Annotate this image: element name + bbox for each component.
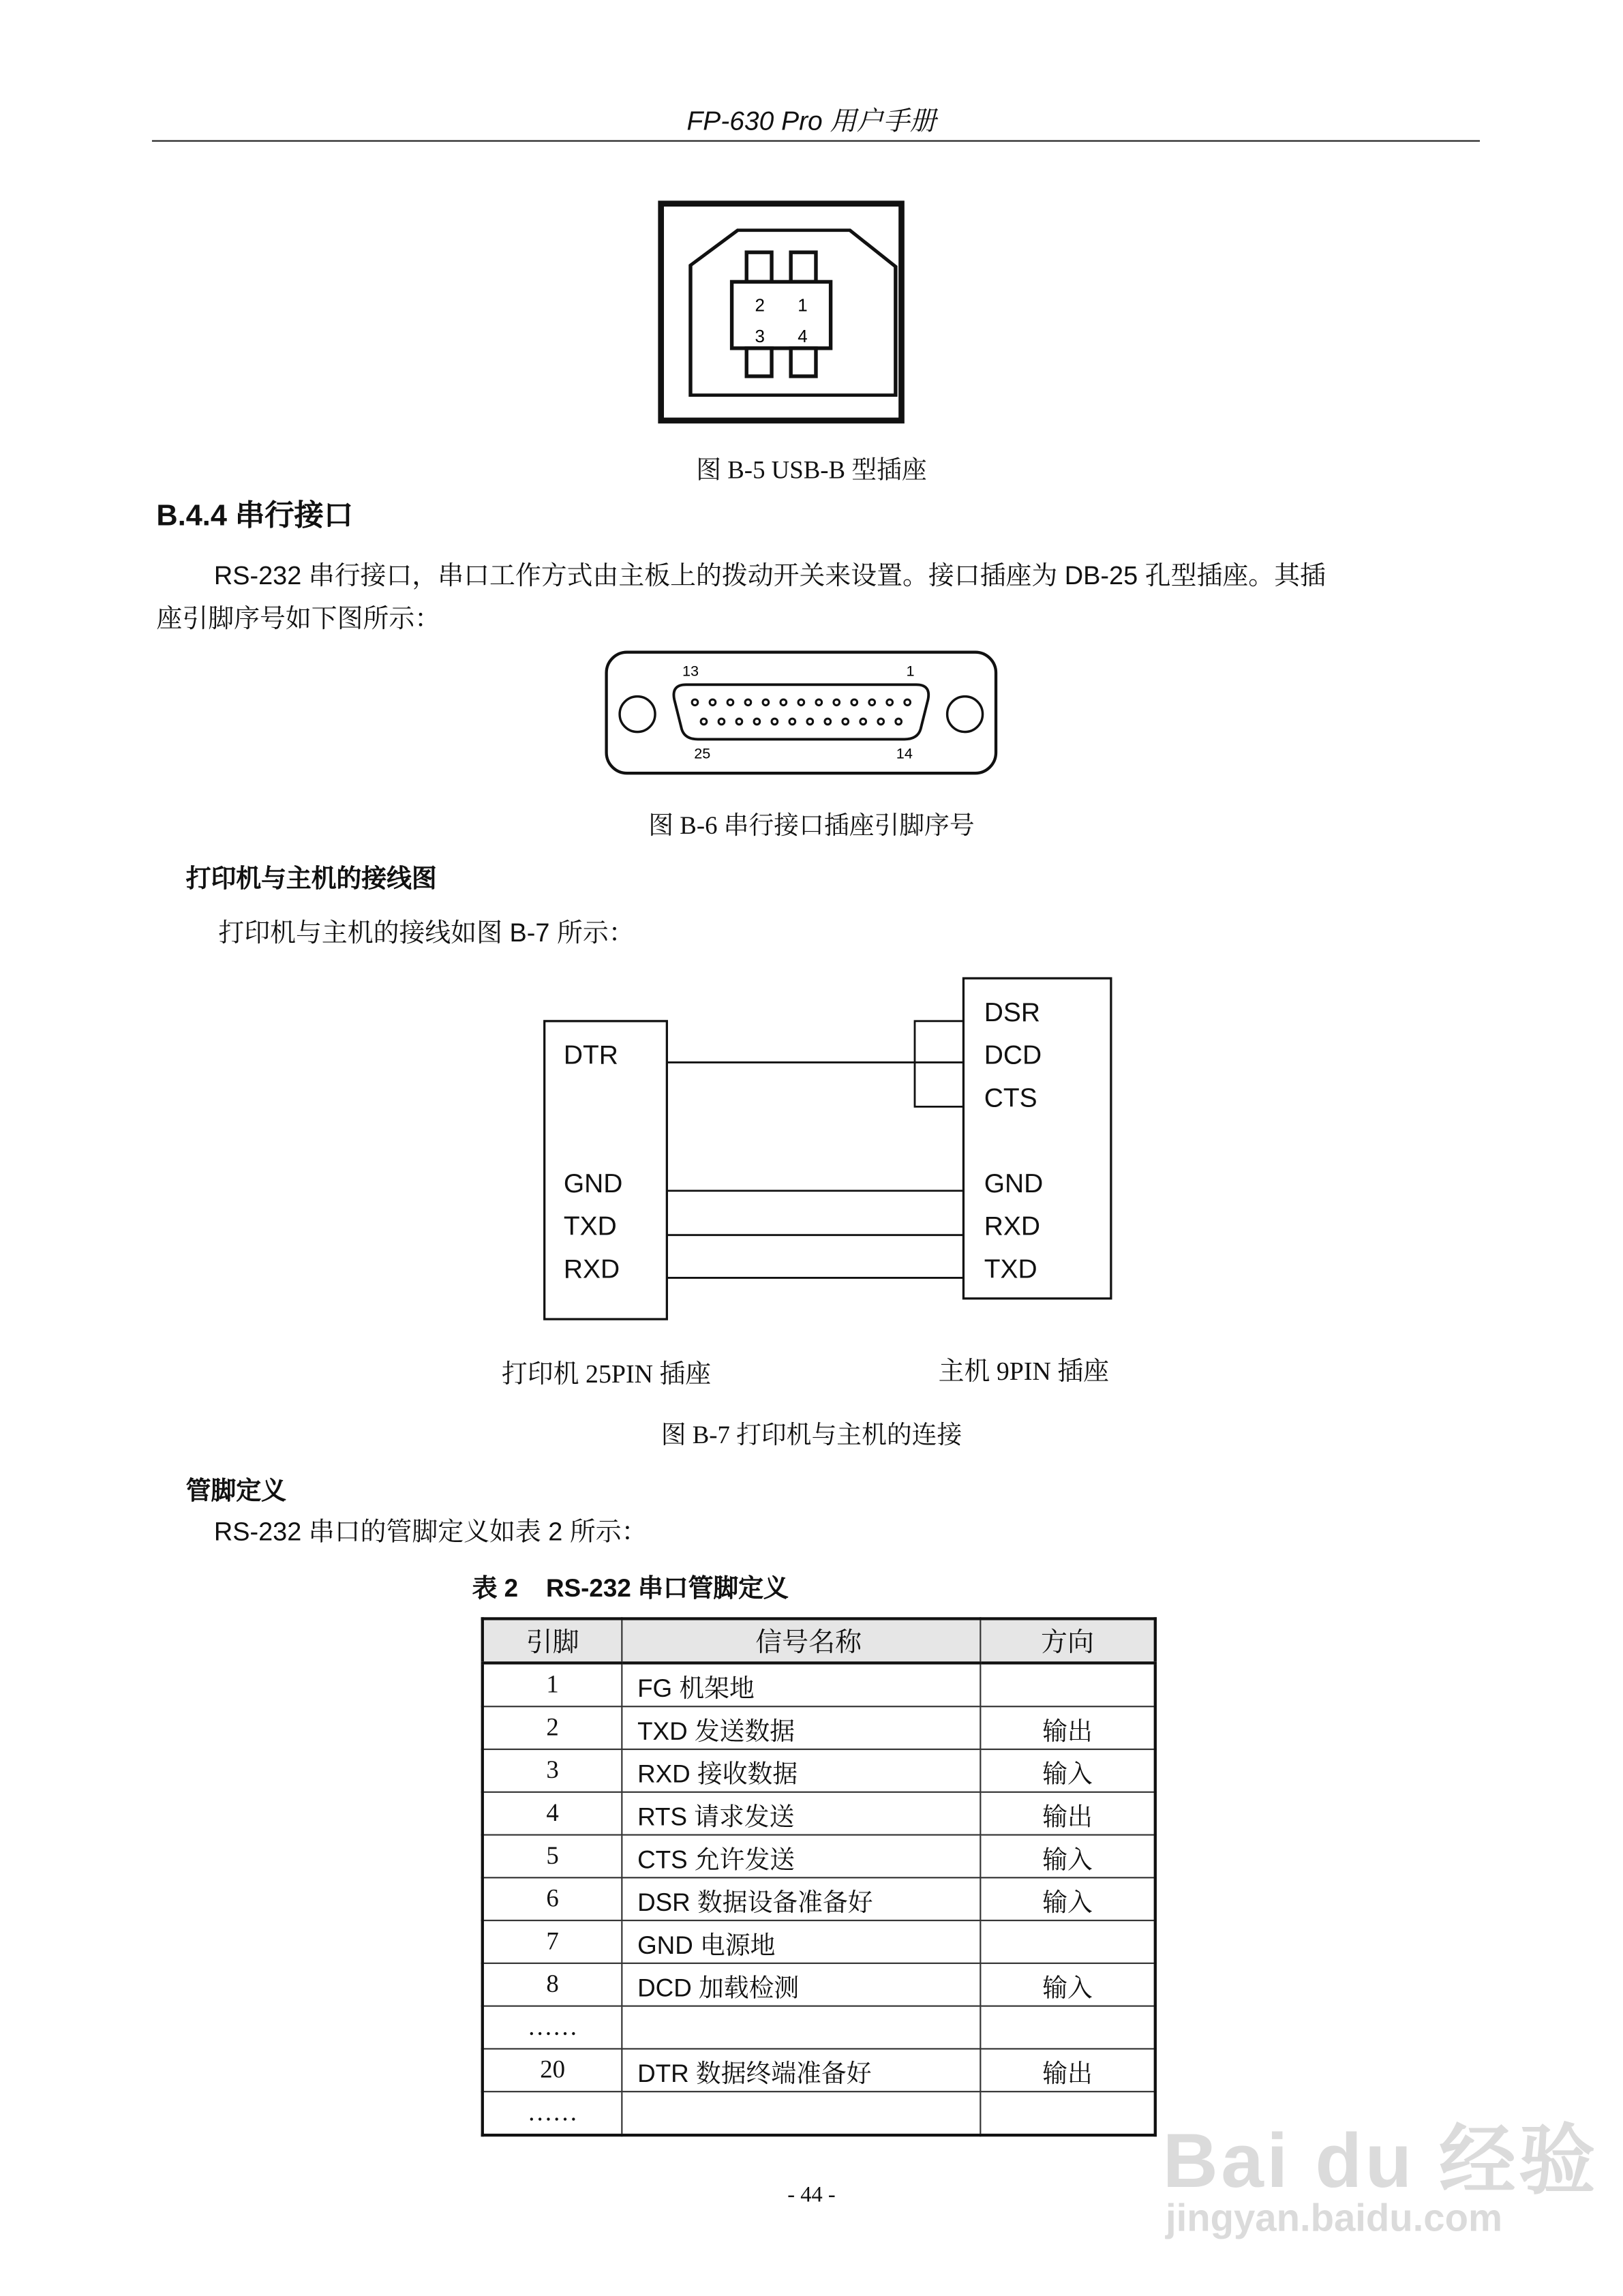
intro-line-2: 座引脚序号如下图所示： bbox=[156, 603, 441, 633]
db25-pin bbox=[727, 699, 733, 706]
pin-cell: 20 bbox=[483, 2049, 622, 2091]
column-header: 信号名称 bbox=[622, 1618, 980, 1663]
db25-pin bbox=[807, 719, 813, 725]
pin-cell: …… bbox=[483, 2006, 622, 2049]
signal-cell: RXD 接收数据 bbox=[622, 1749, 980, 1792]
pin-cell: …… bbox=[483, 2091, 622, 2135]
direction-cell bbox=[980, 2006, 1155, 2049]
table-row bbox=[483, 2091, 1155, 2135]
column-header: 方向 bbox=[980, 1618, 1155, 1663]
db25-pin bbox=[780, 699, 787, 706]
printer-connector-label: 打印机 25PIN 插座 bbox=[501, 1359, 712, 1389]
db25-label: 25 bbox=[694, 744, 711, 762]
table-row bbox=[483, 1963, 1155, 2006]
db25-pin bbox=[896, 719, 902, 725]
host-pin-label: DCD bbox=[984, 1040, 1042, 1070]
pin-cell: 5 bbox=[483, 1835, 622, 1878]
db25-label: 1 bbox=[906, 662, 915, 680]
host-pin-label: RXD bbox=[984, 1211, 1040, 1241]
watermark-url: jingyan.baidu.com bbox=[1165, 2195, 1503, 2240]
pin-cell: 4 bbox=[483, 1792, 622, 1835]
direction-cell: 输出 bbox=[980, 2049, 1155, 2091]
db25-pins bbox=[692, 699, 910, 725]
section-title: B.4.4 串行接口 bbox=[156, 500, 354, 533]
signal-cell: FG 机架地 bbox=[622, 1663, 980, 1706]
pin-cell: 2 bbox=[483, 1706, 622, 1749]
usb-b-diagram bbox=[649, 192, 915, 435]
usb-pin-label: 3 bbox=[755, 326, 765, 347]
table-row bbox=[483, 1663, 1155, 1706]
wiring-heading: 打印机与主机的接线图 bbox=[185, 864, 437, 893]
signal-cell: DCD 加载检测 bbox=[622, 1963, 980, 2006]
db25-label: 14 bbox=[896, 744, 913, 762]
header-divider bbox=[152, 140, 1480, 142]
db25-screw-hole bbox=[620, 697, 655, 732]
column-header: 引脚 bbox=[483, 1618, 622, 1663]
host-pin-label: GND bbox=[984, 1168, 1044, 1198]
usb-pin-tab bbox=[791, 348, 816, 376]
db25-pin bbox=[869, 699, 875, 706]
pin-cell: 6 bbox=[483, 1877, 622, 1920]
db25-pin bbox=[905, 699, 911, 706]
db25-pin bbox=[718, 719, 725, 725]
db25-shell bbox=[673, 684, 928, 739]
direction-cell: 输入 bbox=[980, 1749, 1155, 1792]
signal-cell: RTS 请求发送 bbox=[622, 1792, 980, 1835]
usb-pin-tab bbox=[746, 252, 772, 282]
db25-pin bbox=[825, 719, 831, 725]
wire-dsr-dcd-cts-loop bbox=[915, 1021, 963, 1107]
db25-diagram bbox=[598, 646, 1005, 782]
table-row bbox=[483, 1835, 1155, 1878]
table-row bbox=[483, 1877, 1155, 1920]
db25-pin bbox=[763, 699, 769, 706]
db25-pin bbox=[772, 719, 778, 725]
signal-cell: GND 电源地 bbox=[622, 1920, 980, 1963]
table-row bbox=[483, 1792, 1155, 1835]
db25-outer bbox=[607, 652, 996, 773]
page-header: FP-630 Pro 用户手册 bbox=[686, 106, 937, 136]
pin-cell: 3 bbox=[483, 1749, 622, 1792]
db25-pin bbox=[745, 699, 751, 706]
printer-pin-label: GND bbox=[563, 1168, 623, 1198]
signal-cell: TXD 发送数据 bbox=[622, 1706, 980, 1749]
usb-pin-tab bbox=[746, 348, 772, 376]
pindef-text: RS-232 串口的管脚定义如表 2 所示： bbox=[213, 1517, 648, 1547]
table-row bbox=[483, 1920, 1155, 1963]
table-row bbox=[483, 2006, 1155, 2049]
db25-pin bbox=[754, 719, 760, 725]
printer-pin-label: DTR bbox=[563, 1040, 618, 1070]
page-number: - 44 - bbox=[787, 2184, 836, 2208]
db25-pin bbox=[834, 699, 840, 706]
wiring-diagram bbox=[531, 967, 1136, 1335]
usb-pin-block bbox=[732, 282, 831, 348]
direction-cell: 输出 bbox=[980, 1792, 1155, 1835]
signal-cell: DTR 数据终端准备好 bbox=[622, 2049, 980, 2091]
watermark-logo: Bai du 经验 bbox=[1162, 2119, 1598, 2205]
direction-cell: 输入 bbox=[980, 1963, 1155, 2006]
intro-line-1: RS-232 串行接口，串口工作方式由主板上的拨动开关来设置。接口插座为 DB-25 孔型插座。其插 bbox=[213, 560, 1326, 590]
db25-pin bbox=[701, 719, 707, 725]
db25-pin bbox=[843, 719, 849, 725]
table-row bbox=[483, 2049, 1155, 2091]
direction-cell: 输入 bbox=[980, 1877, 1155, 1920]
direction-cell bbox=[980, 1663, 1155, 1706]
pin-cell: 8 bbox=[483, 1963, 622, 2006]
pindef-heading: 管脚定义 bbox=[185, 1477, 286, 1505]
usb-pin-label: 1 bbox=[798, 294, 808, 316]
pin-cell: 1 bbox=[483, 1663, 622, 1706]
host-pin-label: DSR bbox=[984, 997, 1040, 1027]
usb-pin-label: 2 bbox=[755, 294, 765, 316]
wiring-text: 打印机与主机的接线如图 B-7 所示： bbox=[218, 918, 635, 948]
db25-pin bbox=[816, 699, 822, 706]
usb-pin-label: 4 bbox=[798, 326, 808, 347]
direction-cell: 输入 bbox=[980, 1835, 1155, 1878]
pin-cell: 7 bbox=[483, 1920, 622, 1963]
table-row bbox=[483, 1749, 1155, 1792]
host-connector-label: 主机 9PIN 插座 bbox=[938, 1356, 1110, 1386]
figure-b7-caption: 图 B-7 打印机与主机的连接 bbox=[661, 1421, 962, 1449]
figure-b5-caption: 图 B-5 USB-B 型插座 bbox=[696, 455, 927, 484]
printer-pin-label: RXD bbox=[563, 1254, 620, 1284]
table-row bbox=[483, 1706, 1155, 1749]
host-pin-label: CTS bbox=[984, 1083, 1037, 1113]
signal-cell: CTS 允许发送 bbox=[622, 1835, 980, 1878]
db25-pin bbox=[851, 699, 858, 706]
signal-cell bbox=[622, 2006, 980, 2049]
db25-pin bbox=[710, 699, 716, 706]
db25-pin bbox=[692, 699, 698, 706]
db25-pin bbox=[878, 719, 884, 725]
db25-pin bbox=[887, 699, 893, 706]
db25-pin bbox=[736, 719, 742, 725]
db25-pin bbox=[860, 719, 866, 725]
usb-pin-tab bbox=[791, 252, 816, 282]
table-title: 表 2 RS-232 串口管脚定义 bbox=[472, 1574, 789, 1603]
signal-cell: DSR 数据设备准备好 bbox=[622, 1877, 980, 1920]
direction-cell bbox=[980, 1920, 1155, 1963]
host-pin-label: TXD bbox=[984, 1254, 1037, 1284]
pin-definition-table bbox=[481, 1617, 1157, 2136]
direction-cell bbox=[980, 2091, 1155, 2135]
printer-pin-label: TXD bbox=[563, 1211, 617, 1241]
db25-screw-hole bbox=[947, 697, 983, 732]
direction-cell: 输出 bbox=[980, 1706, 1155, 1749]
signal-cell bbox=[622, 2091, 980, 2135]
table-header-row bbox=[483, 1618, 1155, 1663]
figure-b6-caption: 图 B-6 串行接口插座引脚序号 bbox=[648, 811, 975, 840]
db25-label: 13 bbox=[682, 662, 699, 680]
db25-pin bbox=[789, 719, 795, 725]
db25-pin bbox=[798, 699, 804, 706]
